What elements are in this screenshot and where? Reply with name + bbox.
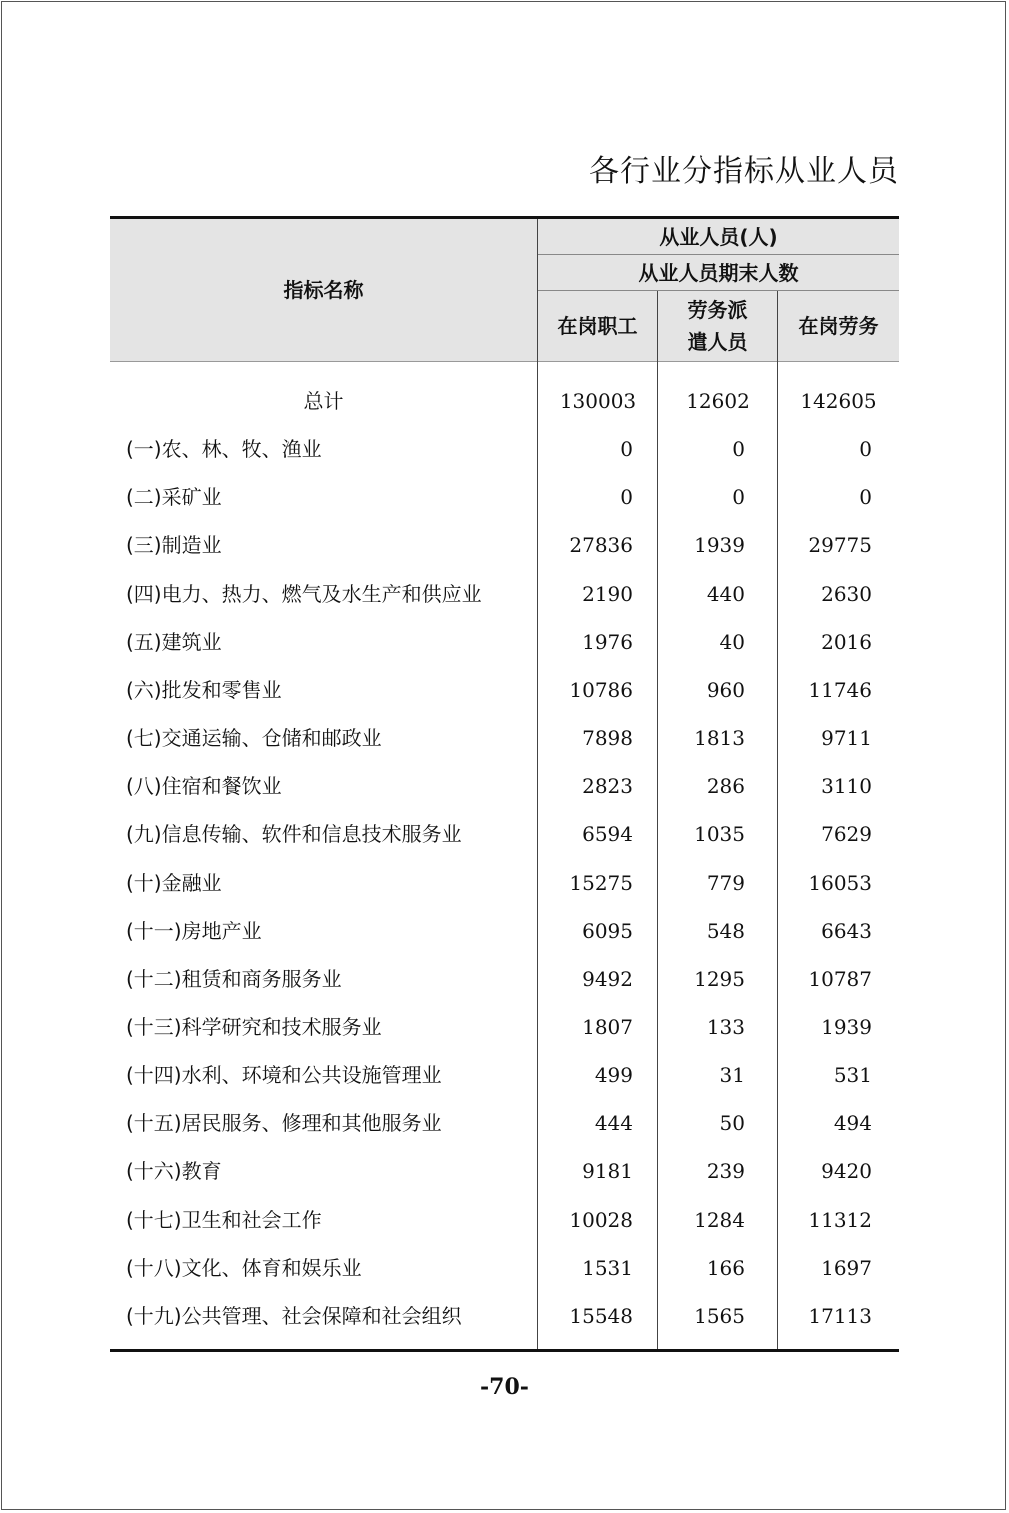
- table-row: [110, 521, 899, 569]
- row-value-1: 0: [620, 437, 633, 462]
- row-value-1: 1807: [582, 1014, 633, 1039]
- row-value-1: 27836: [569, 533, 633, 558]
- row-label: (二)采矿业: [126, 485, 222, 510]
- row-value-1: 499: [594, 1063, 633, 1088]
- row-value-2: 779: [706, 870, 745, 895]
- row-value-1: 1531: [582, 1255, 633, 1280]
- header-divider: [538, 254, 899, 255]
- row-label: (十七)卫生和社会工作: [126, 1207, 322, 1232]
- row-label: (九)信息传输、软件和信息技术服务业: [126, 822, 462, 847]
- row-value-3: 531: [833, 1063, 872, 1088]
- header-column-2: 劳务派 遣人员: [687, 298, 748, 354]
- row-value-2: 1295: [694, 966, 745, 991]
- row-value-1: 15275: [569, 870, 633, 895]
- row-value-3: 11312: [808, 1207, 872, 1232]
- row-value-2: 31: [719, 1063, 745, 1088]
- row-value-2: 440: [706, 581, 745, 606]
- row-value-1: 15548: [569, 1303, 633, 1328]
- table-bottom-rule: [110, 1349, 899, 1352]
- row-value-1: 0: [620, 485, 633, 510]
- row-label: (四)电力、热力、燃气及水生产和供应业: [126, 581, 482, 606]
- row-value-2: 166: [706, 1255, 745, 1280]
- table-row: [110, 1051, 899, 1099]
- table-row: [110, 666, 899, 714]
- row-value-3: 9420: [821, 1159, 872, 1184]
- row-label: (十一)房地产业: [126, 918, 262, 943]
- row-value-3: 0: [859, 437, 872, 462]
- row-label: (五)建筑业: [126, 629, 222, 654]
- header-column-1: 在岗职工: [557, 314, 638, 338]
- row-value-3: 494: [833, 1111, 872, 1136]
- row-value-3: 142605: [800, 389, 877, 413]
- row-label: 总计: [303, 389, 344, 413]
- row-label: (八)住宿和餐饮业: [126, 774, 282, 799]
- row-label: (七)交通运输、仓储和邮政业: [126, 726, 382, 751]
- row-value-1: 6594: [582, 822, 633, 847]
- row-value-1: 2190: [582, 581, 633, 606]
- row-label: (十三)科学研究和技术服务业: [126, 1014, 382, 1039]
- row-value-3: 2630: [821, 581, 872, 606]
- row-label: (十五)居民服务、修理和其他服务业: [126, 1111, 442, 1136]
- table-row: [110, 955, 899, 1003]
- row-value-2: 548: [706, 918, 745, 943]
- row-value-3: 29775: [808, 533, 872, 558]
- table-row: [110, 425, 899, 473]
- table-row: [110, 810, 899, 858]
- page-title: 各行业分指标从业人员: [589, 154, 899, 189]
- row-label: (一)农、林、牧、渔业: [126, 437, 322, 462]
- table-row: [110, 907, 899, 955]
- row-value-3: 7629: [821, 822, 872, 847]
- row-value-2: 50: [719, 1111, 745, 1136]
- table-row: [110, 762, 899, 810]
- row-value-3: 2016: [821, 629, 872, 654]
- row-value-2: 40: [719, 629, 745, 654]
- table-row-total: [110, 377, 899, 425]
- row-label: (十二)租赁和商务服务业: [126, 966, 342, 991]
- row-label: (六)批发和零售业: [126, 677, 282, 702]
- table-row: [110, 1003, 899, 1051]
- row-value-2: 12602: [686, 389, 750, 413]
- row-value-1: 9181: [582, 1159, 633, 1184]
- page-number: -70-: [480, 1374, 529, 1400]
- table-row: [110, 1292, 899, 1340]
- header-subgroup-label: 从业人员期末人数: [638, 260, 799, 285]
- header-bottom-line: [110, 361, 899, 362]
- row-value-1: 130003: [559, 389, 637, 413]
- header-group-label: 从业人员(人): [659, 224, 778, 249]
- row-value-1: 9492: [582, 966, 633, 991]
- row-value-1: 6095: [582, 918, 633, 943]
- row-value-3: 10787: [808, 966, 872, 991]
- table-row: [110, 1244, 899, 1292]
- table-row: [110, 618, 899, 666]
- table-row: [110, 1099, 899, 1147]
- table-row: [110, 714, 899, 762]
- row-label: (十四)水利、环境和公共设施管理业: [126, 1063, 442, 1088]
- row-value-3: 1697: [821, 1255, 872, 1280]
- row-value-2: 133: [706, 1014, 745, 1039]
- row-label: (十九)公共管理、社会保障和社会组织: [126, 1303, 462, 1328]
- row-value-2: 0: [732, 437, 745, 462]
- table-row: [110, 1147, 899, 1195]
- data-table: [110, 216, 899, 1352]
- header-divider: [538, 290, 899, 291]
- row-value-3: 16053: [808, 870, 872, 895]
- row-value-2: 1813: [694, 726, 745, 751]
- row-value-2: 1939: [694, 533, 745, 558]
- row-label: (十八)文化、体育和娱乐业: [126, 1255, 362, 1280]
- row-value-3: 1939: [821, 1014, 872, 1039]
- row-value-1: 444: [594, 1111, 633, 1136]
- row-label: (十六)教育: [126, 1159, 222, 1184]
- row-label: (三)制造业: [126, 533, 222, 558]
- row-value-1: 7898: [582, 726, 633, 751]
- row-value-1: 1976: [582, 629, 633, 654]
- row-value-2: 286: [706, 774, 745, 799]
- row-value-3: 17113: [808, 1303, 872, 1328]
- row-value-2: 1565: [694, 1303, 745, 1328]
- row-value-2: 1284: [694, 1207, 745, 1232]
- row-value-3: 11746: [808, 677, 872, 702]
- row-value-2: 239: [706, 1159, 745, 1184]
- row-value-2: 0: [732, 485, 745, 510]
- row-value-3: 6643: [821, 918, 872, 943]
- row-value-1: 10786: [569, 677, 633, 702]
- row-value-1: 10028: [569, 1207, 633, 1232]
- row-value-3: 3110: [821, 774, 872, 799]
- row-label: (十)金融业: [126, 870, 222, 895]
- table-row: [110, 1196, 899, 1244]
- header-column-3: 在岗劳务: [798, 314, 879, 338]
- row-value-2: 960: [706, 677, 745, 702]
- header-indicator-name: 指标名称: [283, 278, 364, 302]
- table-row: [110, 570, 899, 618]
- row-value-3: 9711: [821, 726, 872, 751]
- row-value-2: 1035: [694, 822, 745, 847]
- row-value-3: 0: [859, 485, 872, 510]
- table-row: [110, 859, 899, 907]
- row-value-1: 2823: [582, 774, 633, 799]
- table-row: [110, 473, 899, 521]
